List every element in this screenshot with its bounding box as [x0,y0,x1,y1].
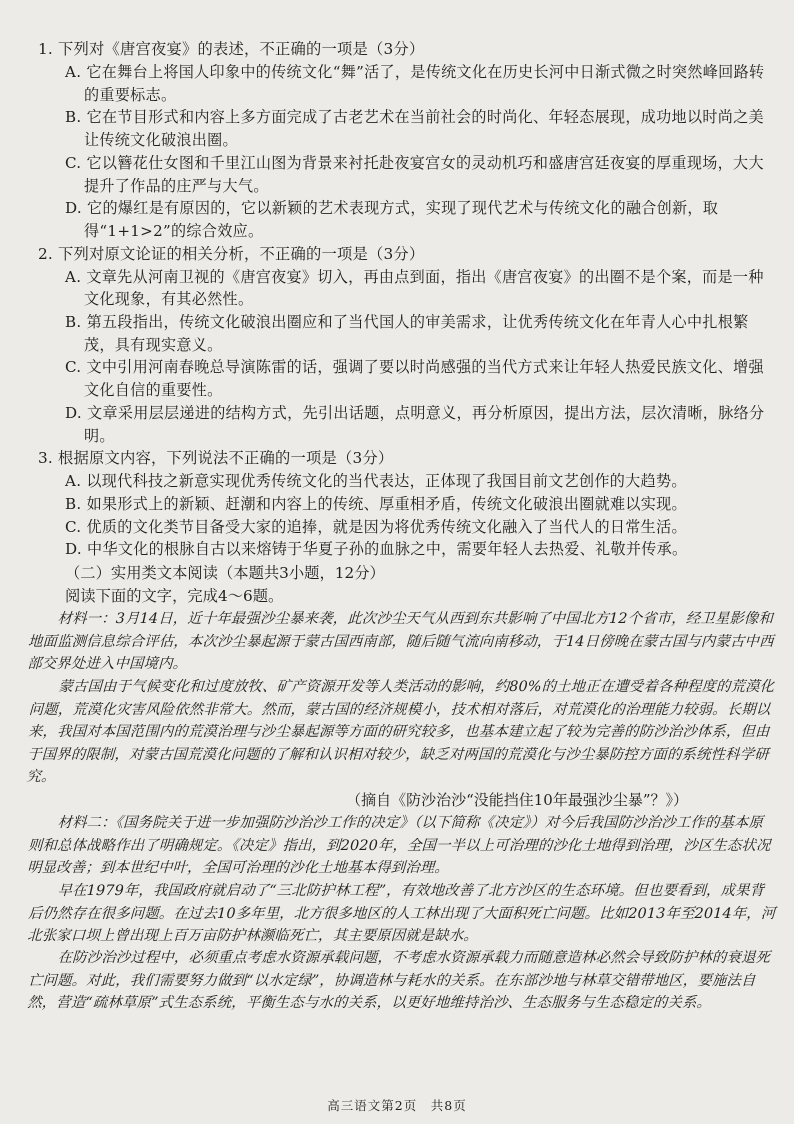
material-two-paragraph: 早在1979年，我国政府就启动了“三北防护林工程”，有效地改善了北方沙区的生态环境。但也要看到，成果背后仍然存在很多问题。在过去10多年里，北方很多地区的人工林出现了大面积死亡问题。比如2013年至2014年，河北张家口坝上曾出现上百万亩防护林濒临死亡，其主要原因就是缺水。 [26,882,776,944]
option-c: C. 它以簪花仕女图和千里江山图为背景来衬托赴夜宴宫女的灵动机巧和盛唐宫廷夜宴的厚重现场，大大提升了作品的庄严与大气。 [65,153,764,195]
option-a: A. 文章先从河南卫视的《唐宫夜宴》切入，再由点到面，指出《唐宫夜宴》的出圈不是个案，而是一种文化现象，有其必然性。 [65,267,764,309]
option-b: B. 它在节目形式和内容上多方面完成了古老艺术在当前社会的时尚化、年轻态展现，成功地以时尚之美让传统文化破浪出圈。 [65,108,764,150]
option-d: D. 它的爆红是有原因的，它以新颖的艺术表现方式，实现了现代艺术与传统文化的融合创新，取得“1+1>2”的综合效应。 [65,199,719,240]
material-one-source: （摘自《防沙治沙“没能挡住10年最强沙尘暴”？》） [346,790,688,809]
material-two-paragraph: 在防沙治沙过程中，必须重点考虑水资源承载问题，不考虑水资源承载力而随意造林必然会导致防护林的衰退死亡问题。对此，我们需要努力做到“以水定绿”，协调造林与耗水的关系。在东部沙地与林草交错带地区，要施法自然，营造“疏林草原”式生态系统，平衡生态与水的关系，以更好地维持治沙、生态服务与生态稳定的关系。 [26,950,771,1012]
material-one [28,608,776,812]
section-instruction: 阅读下面的文字，完成4～6题。 [65,587,284,606]
material-two-paragraph: 材料二：《国务院关于进一步加强防沙治沙工作的决定》（以下简称《决定》）对今后我国防沙治沙工作的基本原则和总体战略作出了明确规定。《决定》指出，到2020年，全国一半以上可治理的沙化土地得到治理，沙区生态状况明显改善；到本世纪中叶，全国可治理的沙化土地基本得到治理。 [26,814,771,876]
question-stem: 1. 下列对《唐宫夜宴》的表述，不正确的一项是（3分） [38,40,425,58]
question-1 [28,38,776,243]
question-stem: 3. 根据原文内容，下列说法不正确的一项是（3分） [38,449,394,468]
question-2 [28,243,776,448]
material-one-paragraph: 材料一：3月14日，近十年最强沙尘暴来袭，此次沙尘天气从西到东共影响了中国北方12个省市，经卫星影像和地面监测信息综合评估，本次沙尘暴起源于蒙古国西南部，随后随气流向南移动，于14日傍晚在蒙古国与内蒙古中西部交界处进入中国境内。 [26,611,774,673]
question-3 [28,447,776,561]
section-title: （二）实用类文本阅读（本题共3小题，12分） [65,564,385,583]
option-a: A. 以现代科技之新意实现优秀传统文化的当代表达，正体现了我国目前文艺创作的大趋势。 [65,472,687,491]
option-b: B. 第五段指出，传统文化破浪出圈应和了当代国人的审美需求，让优秀传统文化在年青人心中扎根繁茂，具有现实意义。 [65,313,749,354]
page-footer: 高三语文第2页 共8页 [327,1098,467,1113]
option-a: A. 它在舞台上将国人印象中的传统文化“舞”活了，是传统文化在历史长河中日渐式微之时突然峰回路转的重要标志。 [65,63,765,104]
material-one-paragraph: 蒙古国由于气候变化和过度放牧、矿产资源开发等人类活动的影响，约80%的土地正在遭受着各种程度的荒漠化问题，荒漠化灾害风险依然非常大。然而，蒙古国的经济规模小，技术相对落后，对荒漠化的治理能力较弱。长期以来，我国对本国范围内的荒漠治理与沙尘暴起源等方面的研究较多，也基本建立起了较为完善的防沙治沙体系，但由于国界的限制，对蒙古国荒漠化问题的了解和认识相对较少，缺乏对两国的荒漠化与沙尘暴防控方面的系统性科学研究。 [26,678,775,786]
option-d: D. 中华文化的根脉自古以来熔铸于华夏子孙的血脉之中，需要年轻人去热爱、礼敬并传承。 [65,540,688,559]
option-c: C. 优质的文化类节目备受大家的追捧，就是因为将优秀传统文化融入了当代人的日常生活。 [65,517,687,536]
option-d: D. 文章采用层层递进的结构方式，先引出话题，点明意义，再分析原因，提出方法，层次清晰，脉络分明。 [65,403,765,445]
option-c: C. 文中引用河南春晚总导演陈雷的话，强调了要以时尚感强的当代方式来让年轻人热爱民族文化、增强文化自信的重要性。 [65,358,764,400]
material-two [28,812,776,1015]
question-stem: 2. 下列对原文论证的相关分析，不正确的一项是（3分） [38,244,425,263]
option-b: B. 如果形式上的新颖、赶潮和内容上的传统、厚重相矛盾，传统文化破浪出圈就难以实现。 [65,494,687,513]
